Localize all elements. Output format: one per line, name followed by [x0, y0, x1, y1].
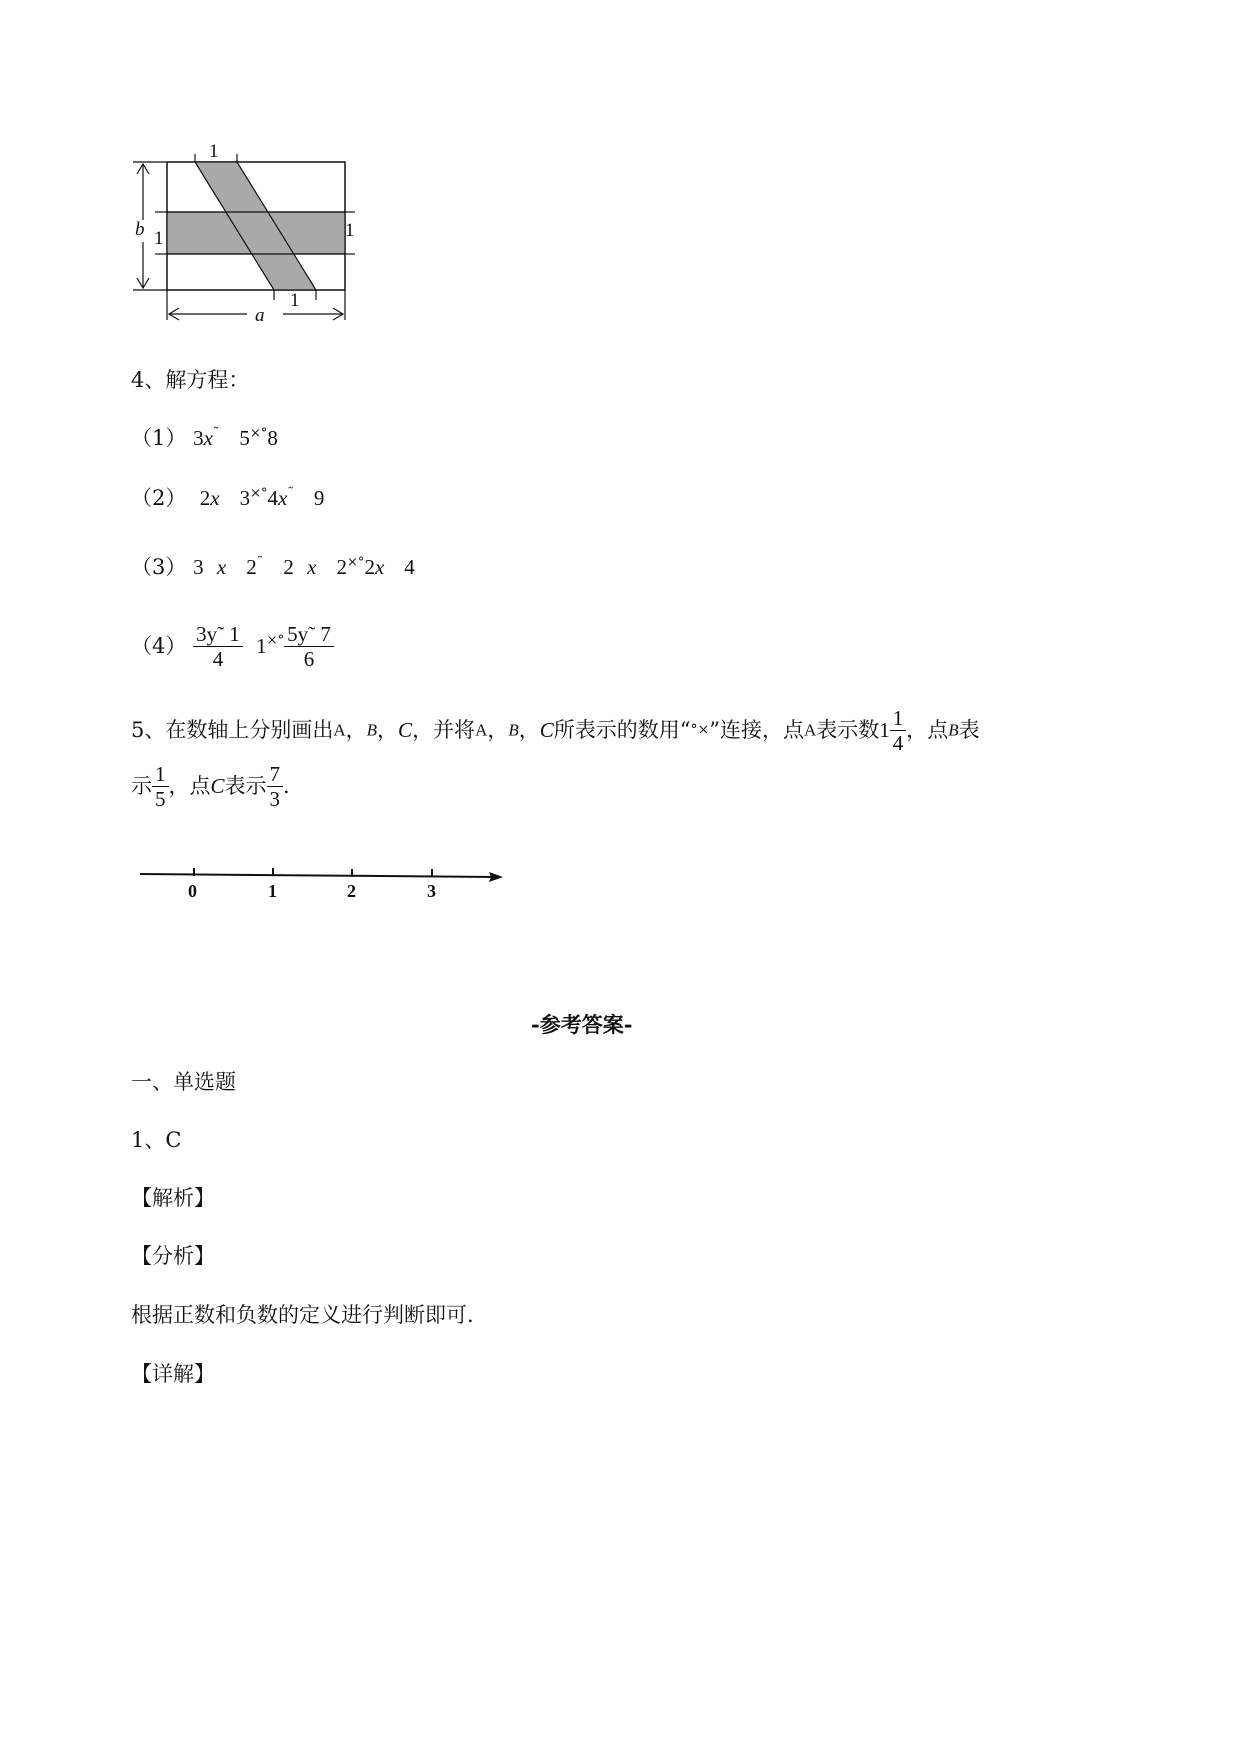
strip-diagram: [125, 140, 385, 360]
equation-4: （4） $\frac{3y˜ 1}{4}$ 1×° $\frac{5y˜ 7}{6}$: [131, 622, 334, 671]
figure-label-bottom: 1: [290, 290, 300, 311]
figure-label-left: 1: [154, 228, 164, 249]
figure-label-top: 1: [209, 141, 219, 162]
analysis-text: 根据正数和负数的定义进行判断即可.: [131, 1303, 474, 1327]
answers-heading: -参考答案-: [531, 1012, 633, 1037]
equation-2: （2） 2x 3×°4x˜ 9: [131, 486, 325, 510]
label-xiangjie: 【详解】: [131, 1362, 215, 1386]
figure-label-right: 1: [345, 220, 355, 241]
tick-label-2: 2: [347, 881, 356, 901]
equation-1: （1） 3x˜ 5×°8: [131, 426, 278, 450]
equation-3: （3） 3 x 2˜ 2 x 2×°2x 4: [131, 555, 415, 579]
tick-label-1: 1: [268, 881, 277, 901]
label-fenxi: 【分析】: [131, 1244, 215, 1268]
tick-label-0: 0: [188, 881, 197, 901]
question-5-line-1: 5、在数轴上分别画出A，B，C，并将A，B，C所表示的数用“°×”连接，点A表示数1 $\frac{1}{4}$ ，点B表: [131, 706, 980, 756]
question-4-title: 4、解方程：: [131, 368, 250, 392]
tick-label-3: 3: [427, 881, 436, 901]
answers-section-title: 一、单选题: [131, 1070, 236, 1094]
question-5-line-2: 示 $\frac{1}{5}$ ，点C表示 $\frac{7}{3}$ .: [131, 762, 290, 812]
figure-label-a: a: [255, 305, 265, 326]
label-jiexi: 【解析】: [131, 1186, 215, 1210]
answer-item-1: 1、C: [131, 1128, 182, 1152]
figure-label-b: b: [135, 219, 145, 240]
